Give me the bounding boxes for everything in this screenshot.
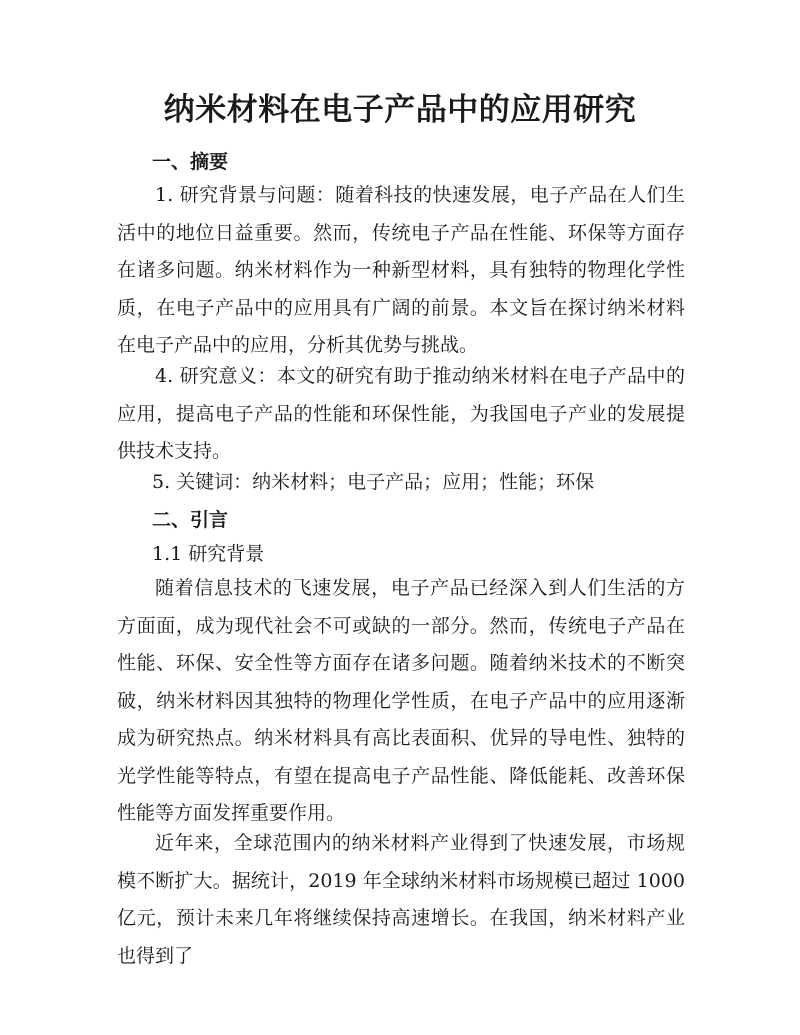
section-heading-introduction: 二、引言: [152, 509, 229, 531]
abstract-paragraph-background: 1. 研究背景与问题：随着科技的快速发展，电子产品在人们生活中的地位日益重要。然而，传统电子产品在性能、环保等方面存在诸多问题。纳米材料作为一种新型材料，具有独特的物理化学性质，在电子产品中的应用具有广阔的前景。本文旨在探讨纳米材料在电子产品中的应用，分析其优势与挑战。: [117, 184, 685, 356]
document-title: 纳米材料在电子产品中的应用研究: [163, 92, 637, 128]
section-heading-abstract: 一、摘要: [152, 151, 229, 173]
abstract-paragraph-significance: 4. 研究意义：本文的研究有助于推动纳米材料在电子产品中的应用，提高电子产品的性能和环保性能，为我国电子产业的发展提供技术支持。: [117, 365, 685, 462]
introduction-paragraph-2: 近年来，全球范围内的纳米材料产业得到了快速发展，市场规模不断扩大。据统计，2019 年全球纳米材料市场规模已超过 1000 亿元，预计未来几年将继续保持高速增长。在我国，纳米材料产业也得到了: [117, 832, 685, 967]
introduction-paragraph-1: 随着信息技术的飞速发展，电子产品已经深入到人们生活的方方面面，成为现代社会不可或缺的一部分。然而，传统电子产品在性能、环保、安全性等方面存在诸多问题。随着纳米技术的不断突破，纳米材料因其独特的物理化学性质，在电子产品中的应用逐渐成为研究热点。纳米材料具有高比表面积、优异的导电性、独特的光学性能等特点，有望在提高电子产品性能、降低能耗、改善环保性能等方面发挥重要作用。: [117, 577, 685, 824]
abstract-keywords: 5. 关键词：纳米材料；电子产品；应用；性能；环保: [152, 471, 595, 493]
subsection-heading-background: 1.1 研究背景: [152, 543, 265, 565]
